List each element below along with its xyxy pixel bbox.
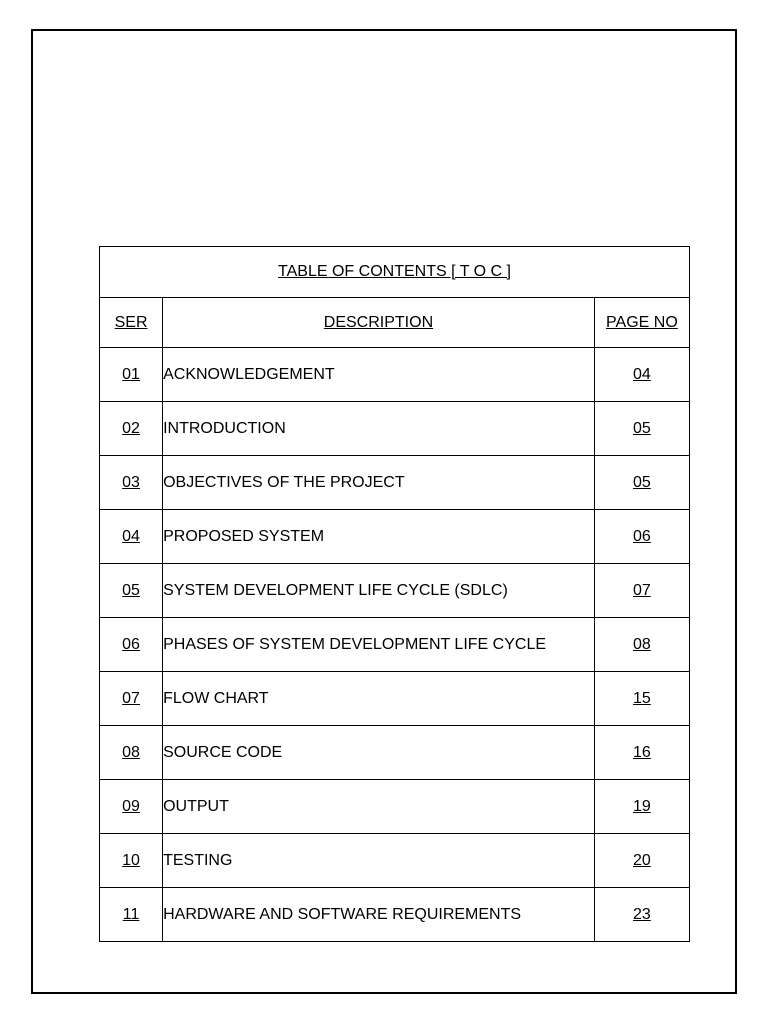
row-description: OUTPUT	[163, 780, 595, 834]
table-row	[100, 348, 690, 402]
row-page: 05	[594, 402, 689, 456]
row-ser: 09	[100, 780, 163, 834]
header-description: DESCRIPTION	[163, 298, 595, 348]
row-page: 15	[594, 672, 689, 726]
toc-title-row	[100, 247, 690, 298]
row-page: 16	[594, 726, 689, 780]
table-row	[100, 402, 690, 456]
row-description: HARDWARE AND SOFTWARE REQUIREMENTS	[163, 888, 595, 942]
row-ser: 10	[100, 834, 163, 888]
row-ser: 11	[100, 888, 163, 942]
row-description: SYSTEM DEVELOPMENT LIFE CYCLE (SDLC)	[163, 564, 595, 618]
row-description: PROPOSED SYSTEM	[163, 510, 595, 564]
row-ser: 03	[100, 456, 163, 510]
table-row	[100, 726, 690, 780]
row-ser: 07	[100, 672, 163, 726]
row-ser: 08	[100, 726, 163, 780]
row-description: SOURCE CODE	[163, 726, 595, 780]
row-ser: 06	[100, 618, 163, 672]
table-of-contents	[99, 246, 690, 942]
table-row	[100, 564, 690, 618]
table-row	[100, 456, 690, 510]
row-description: PHASES OF SYSTEM DEVELOPMENT LIFE CYCLE	[163, 618, 595, 672]
row-ser: 01	[100, 348, 163, 402]
row-description: INTRODUCTION	[163, 402, 595, 456]
table-row	[100, 780, 690, 834]
toc-header-row	[100, 298, 690, 348]
row-page: 05	[594, 456, 689, 510]
row-description: FLOW CHART	[163, 672, 595, 726]
row-ser: 02	[100, 402, 163, 456]
row-page: 23	[594, 888, 689, 942]
header-page-no: PAGE NO	[594, 298, 689, 348]
row-page: 20	[594, 834, 689, 888]
row-page: 04	[594, 348, 689, 402]
table-row	[100, 618, 690, 672]
header-ser: SER	[100, 298, 163, 348]
row-page: 08	[594, 618, 689, 672]
table-row	[100, 510, 690, 564]
row-ser: 05	[100, 564, 163, 618]
row-page: 07	[594, 564, 689, 618]
row-ser: 04	[100, 510, 163, 564]
row-page: 19	[594, 780, 689, 834]
toc-title: TABLE OF CONTENTS [ T O C ]	[100, 247, 690, 298]
row-description: ACKNOWLEDGEMENT	[163, 348, 595, 402]
table-row	[100, 834, 690, 888]
table-row	[100, 672, 690, 726]
row-description: OBJECTIVES OF THE PROJECT	[163, 456, 595, 510]
table-row	[100, 888, 690, 942]
row-page: 06	[594, 510, 689, 564]
row-description: TESTING	[163, 834, 595, 888]
